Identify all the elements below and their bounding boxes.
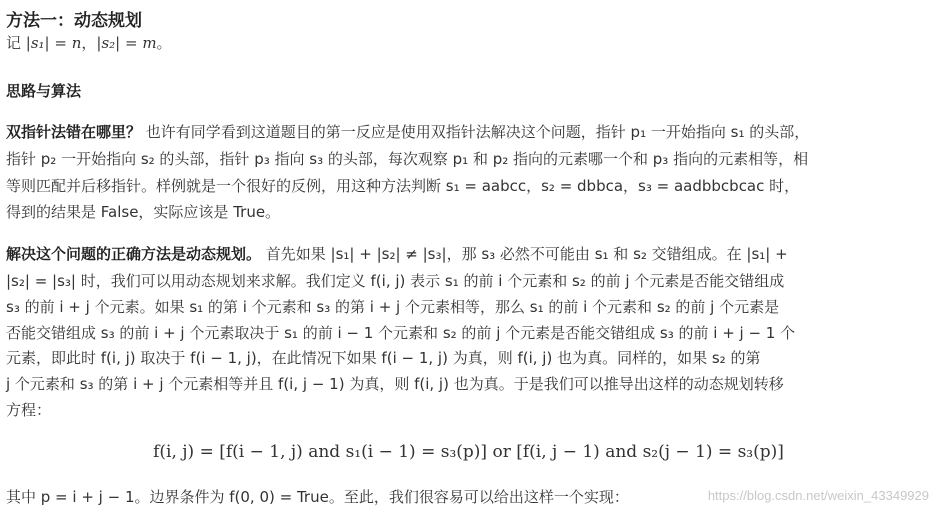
- para1-line-1: [6, 121, 809, 143]
- para2-line-6: j 个元素和 s₃ 的第 i + j 个元素相等并且 f(i, j − 1) 为真，则 f(i, j) 也为真。于是我们可以推导出这样的动态规划转移: [6, 375, 784, 393]
- para2-line-2: |s₂| = |s₃| 时，我们可以用动态规划来求解。我们定义 f(i, j) 表示 s₁ 的前 i 个元素和 s₂ 的前 j 个元素是否能交错组成: [6, 272, 785, 290]
- subheading: 思路与算法: [6, 82, 82, 100]
- para2-line-1: [6, 243, 788, 265]
- notation-suffix: 。: [156, 34, 172, 52]
- para1-text-1: 也许有同学看到这道题目的第一反应是使用双指针法解决这个问题，指针 p₁ 一开始指向 s₁ 的头部，: [141, 123, 810, 141]
- para2-line-3: s₃ 的前 i + j 个元素。如果 s₁ 的第 i 个元素和 s₃ 的第 i + j 个元素相等，那么 s₁ 的前 i 个元素和 s₂ 的前 j 个元素是: [6, 298, 780, 316]
- para2-text-1: 首先如果 |s₁| + |s₂| ≠ |s₃|，那 s₃ 必然不可能由 s₁ 和 s₂ 交错组成。在 |s₁| +: [261, 245, 788, 263]
- para1-bold-lead: 双指针法错在哪里？: [6, 123, 142, 141]
- notation-separator: ，: [81, 34, 97, 52]
- notation-prefix: 记: [6, 34, 26, 52]
- para1-line-3: 等则匹配并后移指针。样例就是一个很好的反例，用这种方法判断 s₁ = aabcc，s₂ = dbbca，s₃ = aadbbcbcac 时，: [6, 177, 800, 195]
- dp-transition-formula: f(i, j) = [f(i − 1, j) and s₁(i − 1) = s₃(p)] or [f(i, j − 1) and s₂(j − 1) = s₃(p)]: [153, 442, 784, 462]
- notation-expr-2: |s₂| = m: [96, 34, 157, 52]
- section-heading: 方法一：动态规划: [6, 11, 142, 31]
- para2-line-7: 方程：: [6, 401, 52, 419]
- para2-line-4: 否能交错组成 s₃ 的前 i + j 个元素取决于 s₁ 的前 i − 1 个元素和 s₂ 的前 j 个元素是否能交错组成 s₃ 的前 i + j − 1 个: [6, 324, 796, 342]
- para2-bold-lead: 解决这个问题的正确方法是动态规划。: [6, 245, 262, 263]
- para2-line-5: 元素，即此时 f(i, j) 取决于 f(i − 1, j)，在此情况下如果 f(i − 1, j) 为真，则 f(i, j) 也为真。同样的，如果 s₂ 的第: [6, 349, 761, 367]
- notation-line: [6, 32, 172, 54]
- watermark: https://blog.csdn.net/weixin_43349929: [707, 488, 929, 503]
- conclusion-line: 其中 p = i + j − 1。边界条件为 f(0, 0) = True。至此，我们很容易可以给出这样一个实现：: [6, 488, 629, 506]
- notation-expr-1: |s₁| = n: [25, 34, 82, 52]
- para1-line-4: 得到的结果是 False，实际应该是 True。: [6, 203, 281, 221]
- para1-line-2: 指针 p₂ 一开始指向 s₂ 的头部，指针 p₃ 指向 s₃ 的头部，每次观察 p₁ 和 p₂ 指向的元素哪一个和 p₃ 指向的元素相等，相: [6, 150, 809, 168]
